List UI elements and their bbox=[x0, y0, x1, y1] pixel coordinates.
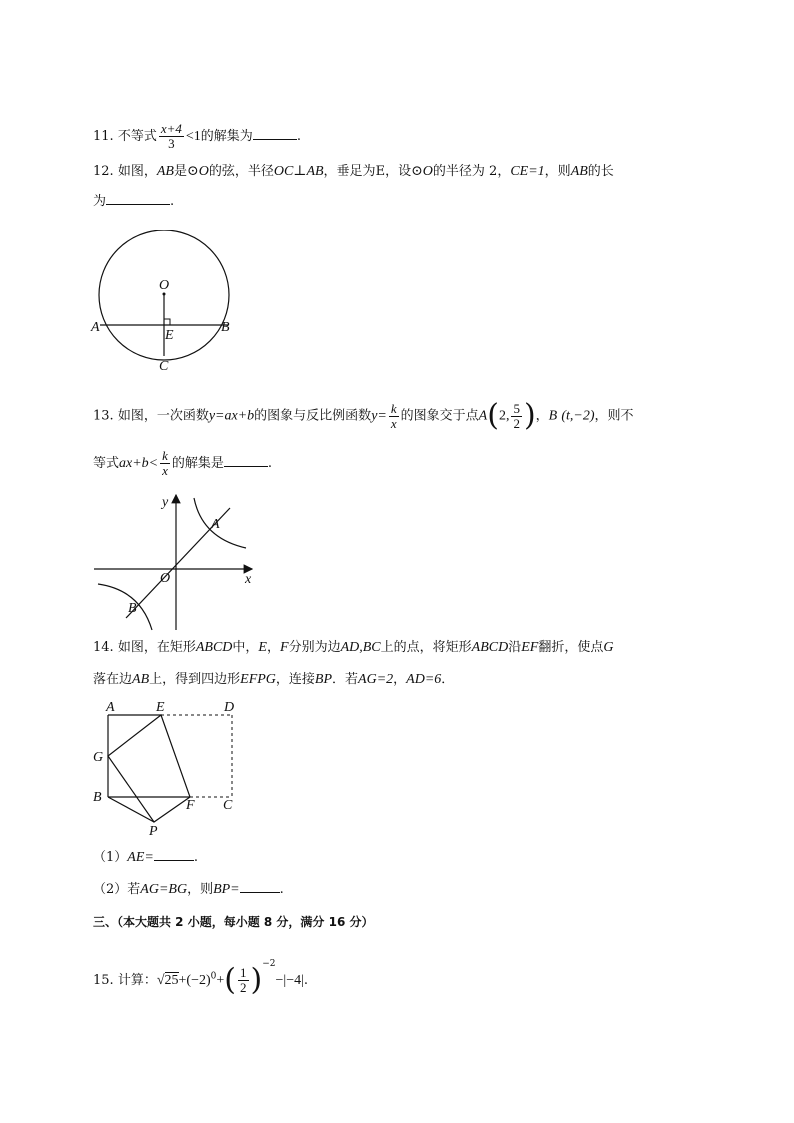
label-E: E bbox=[165, 328, 174, 343]
label-C: C bbox=[159, 359, 169, 374]
label-O: O bbox=[159, 278, 170, 293]
q13-line2: 等式ax+b< $\frac{k}{x}$ 的解集是 . bbox=[93, 448, 273, 478]
q13-frac-k-x-2: $\frac{k}{x}$ bbox=[162, 448, 168, 478]
q12-line1: 12. 如图，AB是⊙O的弦，半径OC⊥AB，垂足为E，设⊙O的半径为 2，CE=1，则AB的长 bbox=[93, 164, 614, 179]
q13-answer-blank bbox=[224, 454, 268, 467]
q13-line1: 13. 如图，一次函数y=ax+b的图象与反比例函数y= $\frac{k}{x}$ 的图象交于点A(2, $\frac{5}{2}$ )，B (t,−2)，则不 bbox=[93, 398, 634, 433]
q12-circle-figure bbox=[88, 230, 248, 380]
label-B: B bbox=[93, 790, 102, 805]
label-E: E bbox=[156, 700, 165, 715]
q14-sub2-blank bbox=[240, 880, 280, 893]
q14-rectangle-figure bbox=[88, 698, 248, 840]
sqrt-symbol: √ bbox=[156, 973, 165, 988]
q14-sub1: （1）AE= . bbox=[93, 850, 198, 865]
label-D: D bbox=[224, 700, 235, 715]
q14-sub2: （2）若AG=BG，则BP= . bbox=[93, 882, 284, 897]
q13-graph-figure bbox=[90, 490, 260, 635]
label-A: A bbox=[211, 517, 220, 532]
label-O: O bbox=[160, 571, 171, 586]
section-3-heading: 三、（本大题共 2 小题，每小题 8 分，满分 16 分） bbox=[93, 915, 374, 929]
q14-line2: 落在边AB上，得到四边形EFPG，连接BP．若AG=2，AD=6． bbox=[93, 672, 455, 687]
label-P: P bbox=[149, 824, 158, 839]
label-x: x bbox=[245, 572, 252, 587]
q14-sub1-blank bbox=[154, 848, 194, 861]
label-B: B bbox=[221, 320, 230, 335]
label-F: F bbox=[186, 798, 195, 813]
q11-number: 11. bbox=[93, 129, 114, 144]
label-A: A bbox=[91, 320, 100, 335]
q12-line2: 为 . bbox=[93, 194, 175, 209]
q14-line1: 14. 如图，在矩形ABCD中，E，F分别为边AD,BC上的点，将矩形ABCD沿EF翻折，使点G bbox=[93, 640, 614, 655]
q15-frac-1-2: $\frac{1}{2}$ bbox=[240, 965, 247, 995]
label-B: B bbox=[128, 601, 137, 616]
label-A: A bbox=[106, 700, 115, 715]
q11-fraction: $\frac{x+4}{3}$ bbox=[160, 121, 182, 151]
label-G: G bbox=[93, 750, 104, 765]
q15: 15. 计算：$√25+(-2)^0+$( $\frac{1}{2}$ )$^{-2}$−|−4|. bbox=[93, 959, 309, 998]
q11: 11. 不等式 $\frac{x+4}{3}$ <1的解集为 . bbox=[93, 121, 301, 151]
label-C: C bbox=[223, 798, 233, 813]
q13-frac-k-x: $\frac{k}{x}$ bbox=[390, 400, 397, 431]
q11-answer-blank bbox=[253, 127, 297, 140]
q13-frac-5-2: $\frac{5}{2}$ bbox=[513, 400, 520, 431]
q12-answer-blank bbox=[106, 192, 170, 205]
label-y: y bbox=[162, 495, 169, 510]
